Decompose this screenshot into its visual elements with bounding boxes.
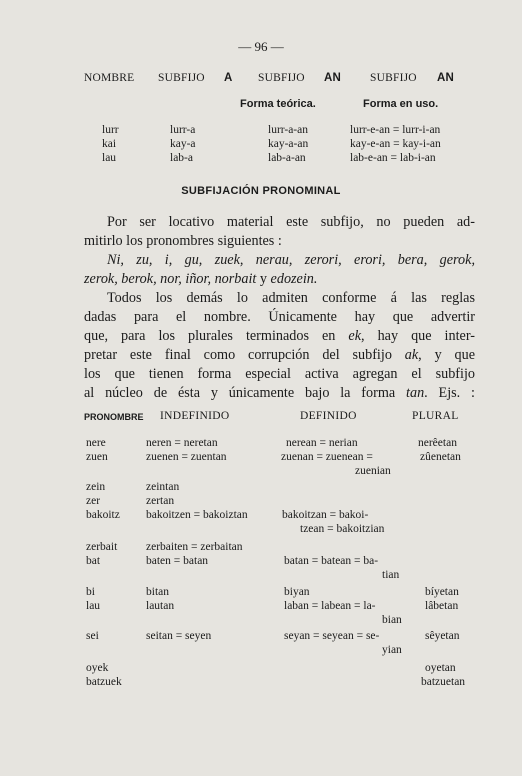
paragraph-line: Ni, zu, i, gu, zuek, nerau, zerori, erori, bera, gerok,	[107, 252, 475, 268]
table-cell: zein	[86, 481, 106, 493]
table-cell: kay-a	[170, 138, 196, 150]
header-suffix-an-2: AN	[437, 72, 455, 84]
header-subfijo-3: SUBFIJO	[370, 72, 417, 84]
table-cell: lab-e-an = lab-i-an	[350, 152, 436, 164]
forma-uso-label: Forma en uso.	[363, 98, 439, 110]
table-cell: zuenan = zuenean =	[281, 451, 373, 463]
paragraph-line: Por ser locativo material este subfijo, no pueden ad-	[107, 214, 475, 230]
table-cell: lau	[86, 600, 101, 612]
paragraph-line: al núcleo de ésta y únicamente bajo la forma tan. Ejs. :	[84, 385, 476, 401]
table-cell: bakoitzen = bakoiztan	[146, 509, 248, 521]
table-cell: lâbetan	[425, 600, 459, 612]
table-cell: zer	[86, 495, 101, 507]
header-suffix-a: A	[224, 72, 233, 84]
table-cell: batan = batean = ba-	[284, 555, 379, 567]
paragraph-line: los que tienen forma especial activa agregan el subfijo	[84, 366, 475, 382]
page-number: — 96 —	[238, 39, 284, 54]
table-cell: bakoitz	[86, 509, 120, 521]
table-cell: yian	[382, 644, 402, 656]
table-cell: zuen	[86, 451, 108, 463]
table-cell: zertan	[146, 495, 175, 507]
table-cell: lab-a	[170, 152, 193, 164]
table-cell: bi	[86, 586, 95, 598]
table-cell: lautan	[146, 600, 175, 612]
table-cell: nere	[86, 437, 106, 449]
table-cell: lurr-a-an	[268, 124, 308, 136]
table-cell: bíyetan	[425, 586, 459, 598]
table-cell: biyan	[284, 586, 310, 598]
header-definido: DEFINIDO	[300, 410, 357, 422]
table-cell: bitan	[146, 586, 169, 598]
table-cell: tian	[382, 569, 400, 581]
paragraph-line: dadas para el nombre. Únicamente hay que advertir	[84, 309, 475, 325]
table-cell: seyan = seyean = se-	[284, 630, 380, 642]
table-cell: zuenen = zuentan	[146, 451, 227, 463]
table-cell: sei	[86, 630, 99, 642]
paragraph-line: pretar este final como corrupción del subfijo ak, y que	[84, 347, 475, 363]
table-cell: sêyetan	[425, 630, 460, 642]
table-cell: lurr	[102, 124, 119, 136]
table-cell: nerean = nerian	[286, 437, 358, 449]
table-cell: kay-a-an	[268, 138, 309, 150]
table-cell: kay-e-an = kay-i-an	[350, 138, 441, 150]
table-cell: lurr-e-an = lurr-i-an	[350, 124, 441, 136]
table-cell: lab-a-an	[268, 152, 306, 164]
header-subfijo-1: SUBFIJO	[158, 72, 205, 84]
header-pronombre: PRONOMBRE	[84, 412, 144, 422]
section-title: SUBFIJACIÓN PRONOMINAL	[181, 185, 341, 197]
table-cell: bian	[382, 614, 402, 626]
table-cell: seitan = seyen	[146, 630, 212, 642]
table-cell: neren = neretan	[146, 437, 218, 449]
header-indefinido: INDEFINIDO	[160, 410, 230, 422]
paragraph-line: Todos los demás lo admiten conforme á las reglas	[107, 290, 475, 306]
header-suffix-an-1: AN	[324, 72, 342, 84]
table-cell: batzuetan	[421, 676, 466, 688]
table-cell: oyetan	[425, 662, 456, 674]
table-cell: lau	[102, 152, 117, 164]
table-cell: oyek	[86, 662, 109, 674]
table-cell: laban = labean = la-	[284, 600, 376, 612]
table-cell: nerêetan	[418, 437, 457, 449]
table-cell: batzuek	[86, 676, 122, 688]
forma-teorica-label: Forma teórica.	[240, 98, 316, 110]
table-cell: bakoitzan = bakoi-	[282, 509, 369, 521]
table-cell: kai	[102, 138, 117, 150]
paragraph-line: zerok, berok, nor, iñor, norbait y edozein.	[84, 271, 318, 287]
table-cell: zûenetan	[420, 451, 461, 463]
table-cell: baten = batan	[146, 555, 209, 567]
header-plural: PLURAL	[412, 410, 459, 422]
paragraph-line: que, para los plurales terminados en ek, hay que inter-	[84, 328, 475, 344]
table-cell: zerbaiten = zerbaitan	[146, 541, 243, 553]
paragraph-line: mitirlo los pronombres siguientes :	[84, 233, 282, 249]
header-nombre: NOMBRE	[84, 72, 135, 84]
table-cell: tzean = bakoitzian	[300, 523, 385, 535]
table-cell: zuenian	[355, 465, 391, 477]
table-cell: zerbait	[86, 541, 118, 553]
table-cell: bat	[86, 555, 101, 567]
table-cell: lurr-a	[170, 124, 196, 136]
header-subfijo-2: SUBFIJO	[258, 72, 305, 84]
table-cell: zeintan	[146, 481, 180, 493]
